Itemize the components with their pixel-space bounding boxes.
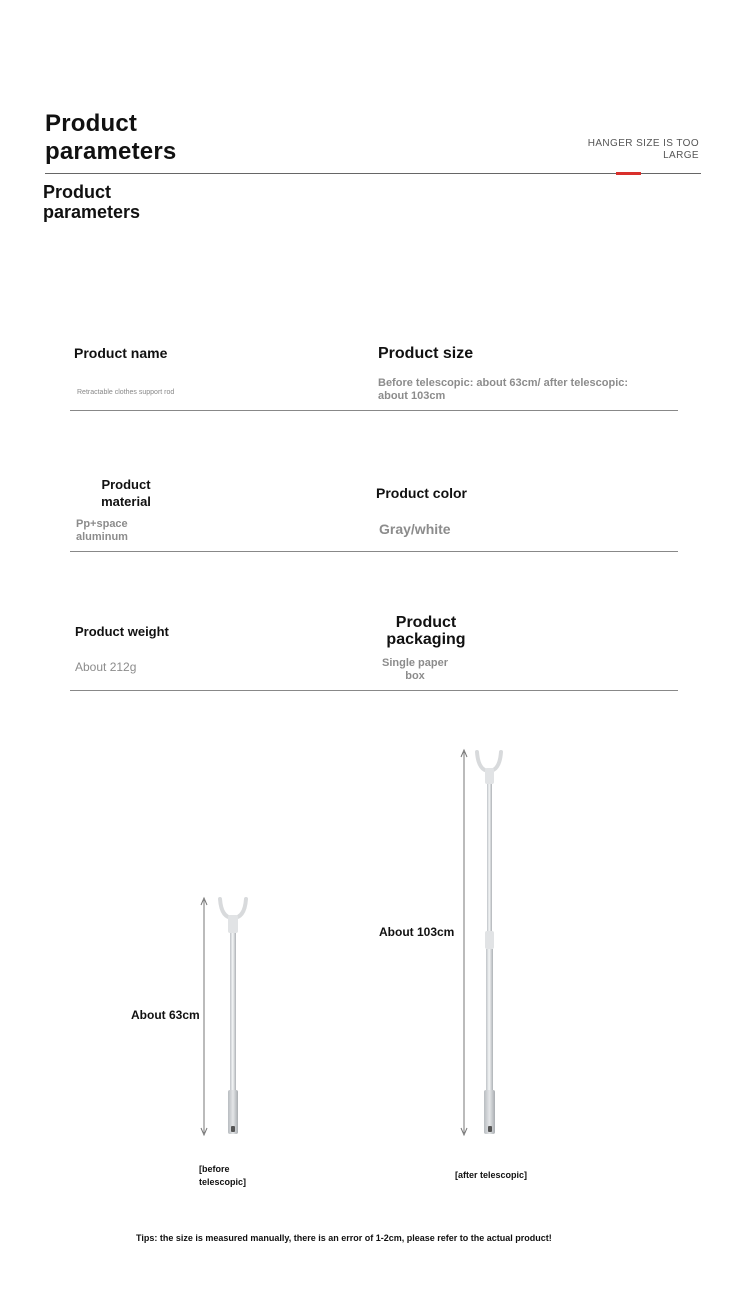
product-weight-value: About 212g: [75, 660, 137, 674]
product-name-value: Retractable clothes support rod: [77, 389, 175, 396]
measurement-tips: Tips: the size is measured manually, there is an error of 1-2cm, please refer to the actual product!: [136, 1233, 552, 1243]
short-rod-dimension-line: [201, 898, 207, 1135]
long-length-label: About 103cm: [379, 925, 455, 939]
product-weight-label: Product weight: [75, 624, 169, 639]
short-rod-caption: [before telescopic]: [199, 1164, 247, 1187]
product-size-value: Before telescopic: about 63cm/ after telescopic: about 103cm: [378, 377, 629, 402]
section-subtitle: Product parameters: [43, 182, 141, 222]
page-title: Product parameters: [45, 110, 177, 165]
size-note-line-1: HANGER SIZE IS TOO: [587, 138, 699, 149]
short-length-label: About 63cm: [131, 1008, 200, 1022]
long-rod-caption: [after telescopic]: [455, 1170, 528, 1180]
size-note-line-2: LARGE: [663, 150, 699, 161]
product-packaging-value: Single paper box: [381, 657, 449, 682]
product-material-label: Product material: [101, 477, 151, 509]
long-rod: [477, 752, 501, 1134]
product-packaging-label: Product packaging: [386, 614, 466, 648]
short-rod: [220, 899, 246, 1134]
product-color-label: Product color: [376, 485, 468, 501]
long-rod-dimension-line: [461, 750, 467, 1135]
product-name-label: Product name: [74, 345, 168, 361]
product-size-label: Product size: [378, 345, 474, 362]
product-material-value: Pp+space aluminum: [76, 518, 128, 543]
product-color-value: Gray/white: [379, 521, 451, 537]
